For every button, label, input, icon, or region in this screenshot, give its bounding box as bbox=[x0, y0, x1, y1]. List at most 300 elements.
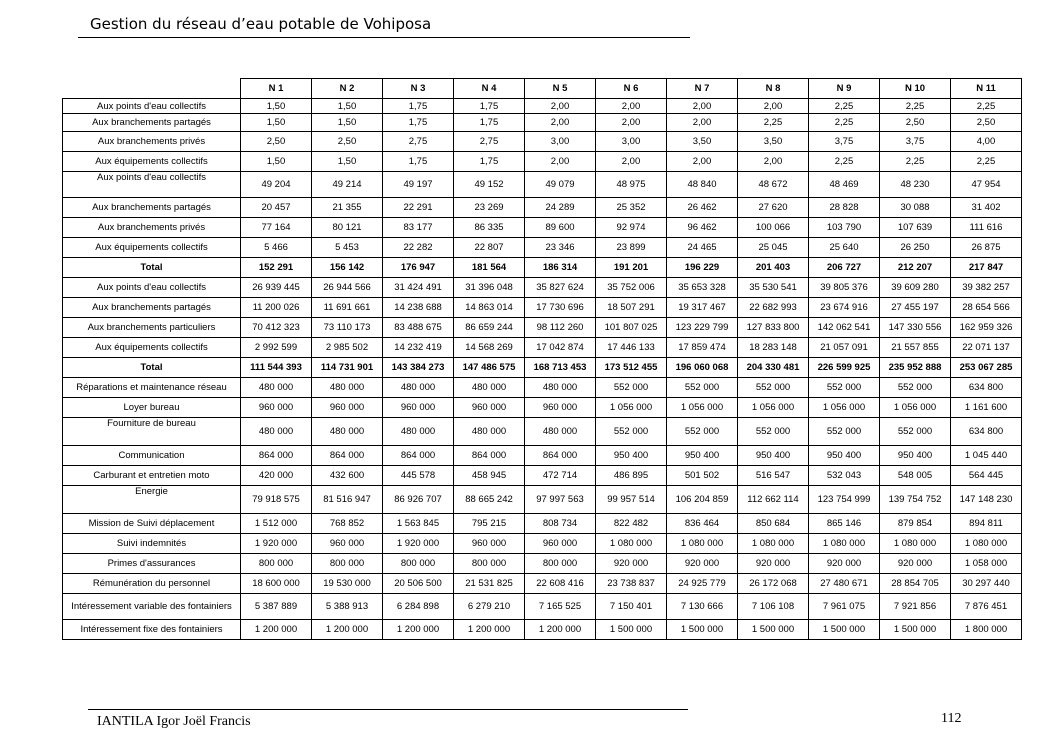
table-row bbox=[63, 418, 1022, 446]
row-label: Réparations et maintenance réseau bbox=[63, 378, 241, 398]
table-cell: 1 920 000 bbox=[383, 534, 454, 554]
table-cell: 2,00 bbox=[525, 99, 596, 114]
table-cell: 1 200 000 bbox=[312, 620, 383, 640]
table-cell: 1 056 000 bbox=[738, 398, 809, 418]
table-cell: 2,25 bbox=[809, 114, 880, 132]
table-cell: 19 317 467 bbox=[667, 298, 738, 318]
table-cell: 98 112 260 bbox=[525, 318, 596, 338]
table-cell: 101 807 025 bbox=[596, 318, 667, 338]
table-cell: 865 146 bbox=[809, 514, 880, 534]
table-cell: 2,25 bbox=[809, 152, 880, 172]
table-row bbox=[63, 114, 1022, 132]
table-cell: 253 067 285 bbox=[951, 358, 1022, 378]
table-cell: 960 000 bbox=[525, 398, 596, 418]
table-cell: 480 000 bbox=[454, 378, 525, 398]
table-cell: 1 500 000 bbox=[880, 620, 951, 640]
column-header: N 4 bbox=[454, 79, 525, 99]
table-cell: 5 466 bbox=[241, 238, 312, 258]
table-cell: 1 056 000 bbox=[880, 398, 951, 418]
table-cell: 634 800 bbox=[951, 418, 1022, 446]
table-cell: 35 827 624 bbox=[525, 278, 596, 298]
table-cell: 800 000 bbox=[241, 554, 312, 574]
table-cell: 1 080 000 bbox=[596, 534, 667, 554]
table-cell: 212 207 bbox=[880, 258, 951, 278]
table-cell: 217 847 bbox=[951, 258, 1022, 278]
table-cell: 147 486 575 bbox=[454, 358, 525, 378]
table-cell: 1 161 600 bbox=[951, 398, 1022, 418]
table-cell: 879 854 bbox=[880, 514, 951, 534]
table-row bbox=[63, 132, 1022, 152]
table-cell: 14 238 688 bbox=[383, 298, 454, 318]
table-cell: 186 314 bbox=[525, 258, 596, 278]
table-cell: 123 754 999 bbox=[809, 486, 880, 514]
table-cell: 107 639 bbox=[880, 218, 951, 238]
table-cell: 836 464 bbox=[667, 514, 738, 534]
table-cell: 800 000 bbox=[454, 554, 525, 574]
table-cell: 23 899 bbox=[596, 238, 667, 258]
table-cell: 22 071 137 bbox=[951, 338, 1022, 358]
table-cell: 106 204 859 bbox=[667, 486, 738, 514]
table-cell: 2,00 bbox=[525, 114, 596, 132]
table-cell: 26 939 445 bbox=[241, 278, 312, 298]
table-cell: 552 000 bbox=[880, 418, 951, 446]
table-cell: 49 197 bbox=[383, 172, 454, 198]
table-cell: 1 200 000 bbox=[241, 620, 312, 640]
table-cell: 1 080 000 bbox=[667, 534, 738, 554]
column-header: N 2 bbox=[312, 79, 383, 99]
table-cell: 86 926 707 bbox=[383, 486, 454, 514]
table-cell: 14 232 419 bbox=[383, 338, 454, 358]
table-cell: 480 000 bbox=[383, 378, 454, 398]
table-cell: 35 530 541 bbox=[738, 278, 809, 298]
column-header: N 3 bbox=[383, 79, 454, 99]
table-cell: 18 283 148 bbox=[738, 338, 809, 358]
table-cell: 26 250 bbox=[880, 238, 951, 258]
table-cell: 168 713 453 bbox=[525, 358, 596, 378]
table-cell: 24 925 779 bbox=[667, 574, 738, 594]
row-label: Intéressement variable des fontainiers bbox=[63, 594, 241, 620]
table-cell: 1 056 000 bbox=[596, 398, 667, 418]
table-cell: 552 000 bbox=[738, 418, 809, 446]
table-cell: 79 918 575 bbox=[241, 486, 312, 514]
table-cell: 864 000 bbox=[383, 446, 454, 466]
column-header: N 6 bbox=[596, 79, 667, 99]
table-cell: 7 876 451 bbox=[951, 594, 1022, 620]
row-label: Aux équipements collectifs bbox=[63, 338, 241, 358]
table-cell: 191 201 bbox=[596, 258, 667, 278]
table-cell: 17 730 696 bbox=[525, 298, 596, 318]
table-cell: 39 609 280 bbox=[880, 278, 951, 298]
table-cell: 27 455 197 bbox=[880, 298, 951, 318]
table-cell: 123 229 799 bbox=[667, 318, 738, 338]
table-cell: 864 000 bbox=[525, 446, 596, 466]
row-label: Aux branchements partagés bbox=[63, 114, 241, 132]
table-cell: 960 000 bbox=[241, 398, 312, 418]
table-cell: 2,75 bbox=[454, 132, 525, 152]
table-cell: 3,50 bbox=[738, 132, 809, 152]
table-cell: 92 974 bbox=[596, 218, 667, 238]
table-cell: 97 997 563 bbox=[525, 486, 596, 514]
table-cell: 920 000 bbox=[880, 554, 951, 574]
table-cell: 1,75 bbox=[383, 99, 454, 114]
footer-author: IANTILA Igor Joël Francis bbox=[97, 714, 251, 729]
table-cell: 2,00 bbox=[738, 99, 809, 114]
table-cell: 7 165 525 bbox=[525, 594, 596, 620]
table-cell: 2,00 bbox=[667, 152, 738, 172]
table-cell: 1,75 bbox=[383, 114, 454, 132]
table-cell: 7 150 401 bbox=[596, 594, 667, 620]
table-cell: 18 600 000 bbox=[241, 574, 312, 594]
table-cell: 1 500 000 bbox=[667, 620, 738, 640]
table-cell: 1 500 000 bbox=[596, 620, 667, 640]
table-cell: 23 674 916 bbox=[809, 298, 880, 318]
table-cell: 1 200 000 bbox=[383, 620, 454, 640]
table-cell: 86 335 bbox=[454, 218, 525, 238]
table-cell: 21 557 855 bbox=[880, 338, 951, 358]
table-row bbox=[63, 278, 1022, 298]
table-cell: 480 000 bbox=[312, 378, 383, 398]
table-cell: 176 947 bbox=[383, 258, 454, 278]
table-cell: 3,75 bbox=[880, 132, 951, 152]
table-cell: 552 000 bbox=[667, 418, 738, 446]
table-cell: 2,25 bbox=[951, 152, 1022, 172]
table-cell: 17 859 474 bbox=[667, 338, 738, 358]
table-cell: 11 691 661 bbox=[312, 298, 383, 318]
table-cell: 96 462 bbox=[667, 218, 738, 238]
table-cell: 1 080 000 bbox=[809, 534, 880, 554]
table-cell: 204 330 481 bbox=[738, 358, 809, 378]
table-cell: 432 600 bbox=[312, 466, 383, 486]
table-cell: 1 200 000 bbox=[525, 620, 596, 640]
table-cell: 11 200 026 bbox=[241, 298, 312, 318]
table-cell: 552 000 bbox=[880, 378, 951, 398]
table-cell: 73 110 173 bbox=[312, 318, 383, 338]
table-cell: 23 346 bbox=[525, 238, 596, 258]
table-cell: 48 975 bbox=[596, 172, 667, 198]
table-cell: 147 330 556 bbox=[880, 318, 951, 338]
table-cell: 2,00 bbox=[596, 114, 667, 132]
table-cell: 552 000 bbox=[596, 418, 667, 446]
table-cell: 25 352 bbox=[596, 198, 667, 218]
table-cell: 3,50 bbox=[667, 132, 738, 152]
table-cell: 152 291 bbox=[241, 258, 312, 278]
table-cell: 24 289 bbox=[525, 198, 596, 218]
table-cell: 7 921 856 bbox=[880, 594, 951, 620]
table-cell: 49 204 bbox=[241, 172, 312, 198]
table-cell: 480 000 bbox=[312, 418, 383, 446]
table-cell: 480 000 bbox=[241, 418, 312, 446]
table-row bbox=[63, 152, 1022, 172]
table-cell: 21 355 bbox=[312, 198, 383, 218]
table-cell: 35 653 328 bbox=[667, 278, 738, 298]
table-cell: 2,50 bbox=[312, 132, 383, 152]
table-cell: 30 088 bbox=[880, 198, 951, 218]
table-cell: 1 058 000 bbox=[951, 554, 1022, 574]
row-label: Aux équipements collectifs bbox=[63, 152, 241, 172]
table-cell: 552 000 bbox=[809, 418, 880, 446]
table-row bbox=[63, 99, 1022, 114]
table-cell: 2,25 bbox=[738, 114, 809, 132]
table-cell: 1 080 000 bbox=[738, 534, 809, 554]
table-cell: 89 600 bbox=[525, 218, 596, 238]
header-blank-cell bbox=[63, 79, 241, 99]
table-cell: 201 403 bbox=[738, 258, 809, 278]
table-cell: 28 654 566 bbox=[951, 298, 1022, 318]
table-cell: 864 000 bbox=[241, 446, 312, 466]
table-cell: 17 042 874 bbox=[525, 338, 596, 358]
row-label: Aux points d'eau collectifs bbox=[63, 99, 241, 114]
table-cell: 480 000 bbox=[525, 378, 596, 398]
table-cell: 2,25 bbox=[880, 99, 951, 114]
table-cell: 1 080 000 bbox=[880, 534, 951, 554]
table-cell: 1 563 845 bbox=[383, 514, 454, 534]
table-cell: 48 672 bbox=[738, 172, 809, 198]
table-cell: 24 465 bbox=[667, 238, 738, 258]
table-cell: 83 488 675 bbox=[383, 318, 454, 338]
table-cell: 2,50 bbox=[880, 114, 951, 132]
table-cell: 795 215 bbox=[454, 514, 525, 534]
table-cell: 77 164 bbox=[241, 218, 312, 238]
table-cell: 7 106 108 bbox=[738, 594, 809, 620]
table-cell: 235 952 888 bbox=[880, 358, 951, 378]
table-cell: 22 282 bbox=[383, 238, 454, 258]
table-cell: 30 297 440 bbox=[951, 574, 1022, 594]
row-label: Aux points d'eau collectifs bbox=[63, 278, 241, 298]
table-cell: 552 000 bbox=[596, 378, 667, 398]
row-label: Suivi indemnités bbox=[63, 534, 241, 554]
table-cell: 2,75 bbox=[383, 132, 454, 152]
row-label: Mission de Suivi déplacement bbox=[63, 514, 241, 534]
table-cell: 445 578 bbox=[383, 466, 454, 486]
table-cell: 486 895 bbox=[596, 466, 667, 486]
table-cell: 5 453 bbox=[312, 238, 383, 258]
table-cell: 196 229 bbox=[667, 258, 738, 278]
table-cell: 1 056 000 bbox=[809, 398, 880, 418]
table-cell: 1,50 bbox=[241, 99, 312, 114]
table-cell: 552 000 bbox=[738, 378, 809, 398]
table-cell: 20 457 bbox=[241, 198, 312, 218]
row-label: Primes d'assurances bbox=[63, 554, 241, 574]
table-row bbox=[63, 378, 1022, 398]
table-cell: 181 564 bbox=[454, 258, 525, 278]
table-cell: 21 057 091 bbox=[809, 338, 880, 358]
table-cell: 86 659 244 bbox=[454, 318, 525, 338]
row-label: Fourniture de bureau bbox=[63, 418, 241, 446]
table-cell: 7 130 666 bbox=[667, 594, 738, 620]
page-header-title: Gestion du réseau d’eau potable de Vohiposa bbox=[90, 15, 432, 33]
table-cell: 14 568 269 bbox=[454, 338, 525, 358]
table-cell: 226 599 925 bbox=[809, 358, 880, 378]
table-cell: 1 500 000 bbox=[809, 620, 880, 640]
table-cell: 17 446 133 bbox=[596, 338, 667, 358]
table-cell: 22 291 bbox=[383, 198, 454, 218]
table-row bbox=[63, 446, 1022, 466]
row-label: Rémunération du personnel bbox=[63, 574, 241, 594]
table-cell: 6 284 898 bbox=[383, 594, 454, 620]
table-cell: 22 682 993 bbox=[738, 298, 809, 318]
column-header: N 7 bbox=[667, 79, 738, 99]
table-cell: 139 754 752 bbox=[880, 486, 951, 514]
table-row bbox=[63, 620, 1022, 640]
table-cell: 532 043 bbox=[809, 466, 880, 486]
table-cell: 80 121 bbox=[312, 218, 383, 238]
table-cell: 28 854 705 bbox=[880, 574, 951, 594]
table-cell: 1,50 bbox=[241, 114, 312, 132]
table-row bbox=[63, 358, 1022, 378]
table-cell: 162 959 326 bbox=[951, 318, 1022, 338]
table-cell: 634 800 bbox=[951, 378, 1022, 398]
table-cell: 920 000 bbox=[738, 554, 809, 574]
table-cell: 1,75 bbox=[454, 114, 525, 132]
footer-rule bbox=[88, 709, 688, 710]
table-cell: 1 920 000 bbox=[241, 534, 312, 554]
table-cell: 127 833 800 bbox=[738, 318, 809, 338]
table-row bbox=[63, 172, 1022, 198]
row-label: Aux branchements privés bbox=[63, 132, 241, 152]
table-cell: 70 412 323 bbox=[241, 318, 312, 338]
table-cell: 850 684 bbox=[738, 514, 809, 534]
table-cell: 1,75 bbox=[454, 99, 525, 114]
table-cell: 800 000 bbox=[312, 554, 383, 574]
table-cell: 39 382 257 bbox=[951, 278, 1022, 298]
table-cell: 552 000 bbox=[809, 378, 880, 398]
table-cell: 548 005 bbox=[880, 466, 951, 486]
table-cell: 28 828 bbox=[809, 198, 880, 218]
row-label: Loyer bureau bbox=[63, 398, 241, 418]
page-number: 112 bbox=[941, 711, 962, 726]
table-cell: 1,50 bbox=[312, 114, 383, 132]
table-cell: 23 269 bbox=[454, 198, 525, 218]
table-cell: 156 142 bbox=[312, 258, 383, 278]
table-cell: 822 482 bbox=[596, 514, 667, 534]
table-cell: 48 840 bbox=[667, 172, 738, 198]
table-row bbox=[63, 486, 1022, 514]
table-cell: 920 000 bbox=[667, 554, 738, 574]
table-cell: 501 502 bbox=[667, 466, 738, 486]
table-cell: 48 469 bbox=[809, 172, 880, 198]
row-label: Aux équipements collectifs bbox=[63, 238, 241, 258]
row-label: Aux branchements partagés bbox=[63, 298, 241, 318]
table-cell: 864 000 bbox=[312, 446, 383, 466]
table-cell: 5 387 889 bbox=[241, 594, 312, 620]
table-cell: 3,75 bbox=[809, 132, 880, 152]
row-label: Intéressement fixe des fontainiers bbox=[63, 620, 241, 640]
table-cell: 5 388 913 bbox=[312, 594, 383, 620]
table-cell: 2,00 bbox=[738, 152, 809, 172]
table-cell: 25 045 bbox=[738, 238, 809, 258]
table-cell: 1 200 000 bbox=[454, 620, 525, 640]
table-cell: 111 544 393 bbox=[241, 358, 312, 378]
table-cell: 1 800 000 bbox=[951, 620, 1022, 640]
table-row bbox=[63, 258, 1022, 278]
row-label: Total bbox=[63, 258, 241, 278]
table-cell: 83 177 bbox=[383, 218, 454, 238]
table-cell: 206 727 bbox=[809, 258, 880, 278]
column-header: N 1 bbox=[241, 79, 312, 99]
table-cell: 2,25 bbox=[809, 99, 880, 114]
table-cell: 1,50 bbox=[312, 99, 383, 114]
table-cell: 960 000 bbox=[312, 398, 383, 418]
table-cell: 27 480 671 bbox=[809, 574, 880, 594]
table-row bbox=[63, 338, 1022, 358]
table-row bbox=[63, 554, 1022, 574]
table-cell: 7 961 075 bbox=[809, 594, 880, 620]
table-cell: 18 507 291 bbox=[596, 298, 667, 318]
table-cell: 99 957 514 bbox=[596, 486, 667, 514]
table-cell: 800 000 bbox=[525, 554, 596, 574]
table-cell: 26 944 566 bbox=[312, 278, 383, 298]
table-cell: 894 811 bbox=[951, 514, 1022, 534]
table-cell: 1 500 000 bbox=[738, 620, 809, 640]
table-cell: 114 731 901 bbox=[312, 358, 383, 378]
table-cell: 26 172 068 bbox=[738, 574, 809, 594]
table-cell: 1 045 440 bbox=[951, 446, 1022, 466]
table-cell: 112 662 114 bbox=[738, 486, 809, 514]
table-cell: 480 000 bbox=[525, 418, 596, 446]
table-cell: 196 060 068 bbox=[667, 358, 738, 378]
table-cell: 552 000 bbox=[667, 378, 738, 398]
row-label: Aux branchements particuliers bbox=[63, 318, 241, 338]
header-rule bbox=[78, 37, 690, 38]
table-cell: 22 608 416 bbox=[525, 574, 596, 594]
table-cell: 920 000 bbox=[596, 554, 667, 574]
table-row bbox=[63, 466, 1022, 486]
table-cell: 960 000 bbox=[454, 534, 525, 554]
table-cell: 39 805 376 bbox=[809, 278, 880, 298]
row-label: Aux points d'eau collectifs bbox=[63, 172, 241, 198]
table-cell: 2 985 502 bbox=[312, 338, 383, 358]
table-cell: 950 400 bbox=[809, 446, 880, 466]
table-cell: 100 066 bbox=[738, 218, 809, 238]
table-cell: 920 000 bbox=[809, 554, 880, 574]
row-label: Total bbox=[63, 358, 241, 378]
table-cell: 950 400 bbox=[880, 446, 951, 466]
table-cell: 2,50 bbox=[951, 114, 1022, 132]
table-cell: 1,50 bbox=[241, 152, 312, 172]
table-cell: 81 516 947 bbox=[312, 486, 383, 514]
table-cell: 49 214 bbox=[312, 172, 383, 198]
table-cell: 950 400 bbox=[667, 446, 738, 466]
table-cell: 143 384 273 bbox=[383, 358, 454, 378]
table-cell: 480 000 bbox=[454, 418, 525, 446]
table-cell: 47 954 bbox=[951, 172, 1022, 198]
table-row bbox=[63, 514, 1022, 534]
table-row bbox=[63, 198, 1022, 218]
table-cell: 1,75 bbox=[383, 152, 454, 172]
table-cell: 88 665 242 bbox=[454, 486, 525, 514]
table-cell: 800 000 bbox=[383, 554, 454, 574]
table-row bbox=[63, 318, 1022, 338]
table-cell: 480 000 bbox=[241, 378, 312, 398]
table-row bbox=[63, 218, 1022, 238]
table-cell: 1 056 000 bbox=[667, 398, 738, 418]
column-header: N 10 bbox=[880, 79, 951, 99]
table-cell: 49 079 bbox=[525, 172, 596, 198]
table-cell: 26 875 bbox=[951, 238, 1022, 258]
table-cell: 3,00 bbox=[525, 132, 596, 152]
table-row bbox=[63, 534, 1022, 554]
table-cell: 173 512 455 bbox=[596, 358, 667, 378]
table-cell: 111 616 bbox=[951, 218, 1022, 238]
table-cell: 1,50 bbox=[312, 152, 383, 172]
table-cell: 48 230 bbox=[880, 172, 951, 198]
table-cell: 2,00 bbox=[596, 99, 667, 114]
row-label: Communication bbox=[63, 446, 241, 466]
table-cell: 472 714 bbox=[525, 466, 596, 486]
table-cell: 2,25 bbox=[951, 99, 1022, 114]
table-cell: 808 734 bbox=[525, 514, 596, 534]
table-cell: 20 506 500 bbox=[383, 574, 454, 594]
